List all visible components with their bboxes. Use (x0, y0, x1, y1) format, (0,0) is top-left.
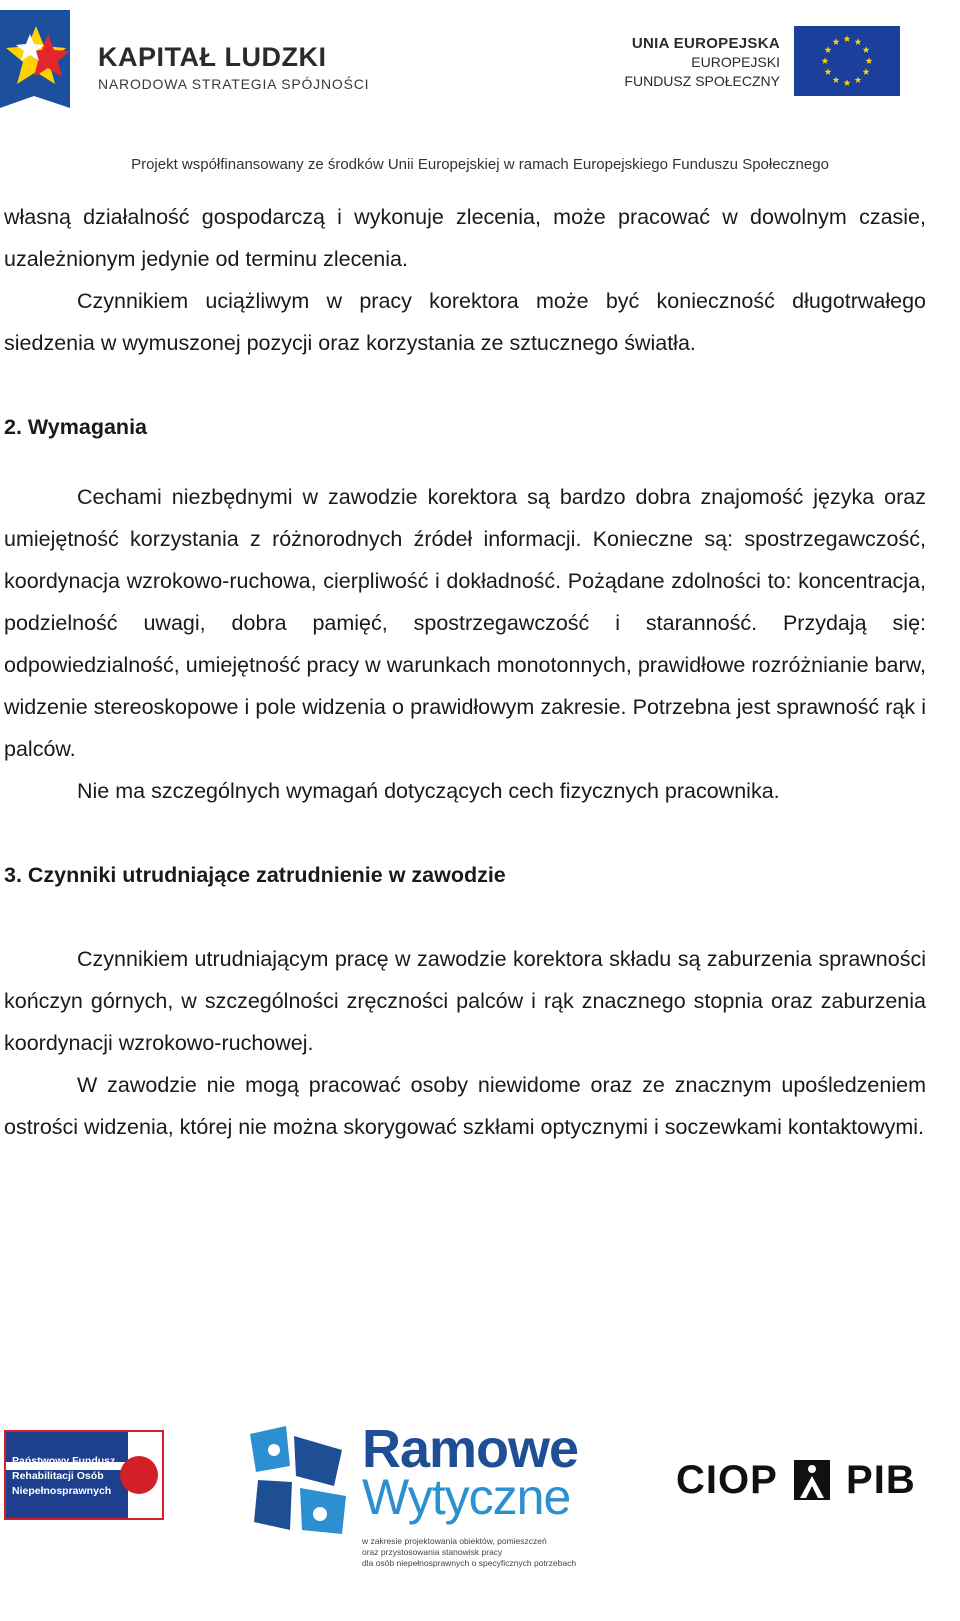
kapital-ludzki-star-logo (0, 4, 96, 114)
paragraph: Czynnikiem uciążliwym w pracy korektora może być konieczność długotrwałego siedzenia w wymuszonej pozycji oraz korzystania ze sztucznego światła. (4, 289, 926, 355)
page-header (0, 0, 960, 190)
paragraph: własną działalność gospodarczą i wykonuje zlecenia, może pracować w dowolnym czasie, uzależnionym jedynie od terminu zlecenia. (4, 205, 926, 271)
document-body (4, 196, 926, 1148)
pfron-logo (4, 1430, 164, 1520)
pfron-circle-icon (120, 1456, 158, 1494)
eu-fund-label (624, 34, 780, 91)
paragraph: Cechami niezbędnymi w zawodzie korektora są bardzo dobra znajomość języka oraz umiejętność korzystania z różnorodnych źródeł informacji. Konieczne są: spostrzegawczość, koordynacja wzrokowo-ruchowa, cierpliwość i dokładność. Pożądane zdolności to: koncentracja, podzielność uwagi, dobra pamięć, spostrzegawczość i staranność. Przydają się: odpowiedzialność, umiejętność pracy w warunkach monotonnych, prawidłowe rozróżnianie barw, widzenie stereoskopowe i pole widzenia o prawidłowym zakresie. Potrzebna jest sprawność rąk i palców. (4, 485, 926, 761)
paragraph: Nie ma szczególnych wymagań dotyczących cech fizycznych pracownika. (77, 779, 780, 803)
eu-fund-line1: EUROPEJSKI (691, 54, 780, 70)
ciop-pib-logo (676, 1456, 916, 1503)
ciop-text: CIOP (676, 1457, 778, 1502)
pfron-line: Niepełnosprawnych (12, 1485, 112, 1497)
wytyczne-title: Wytyczne (362, 1469, 571, 1525)
pfron-label (12, 1454, 115, 1499)
pfron-line: Rehabilitacji Osób (12, 1470, 104, 1482)
subtitle-line: dla osób niepełnosprawnych o specyficznych potrzebach (362, 1558, 577, 1568)
section-heading: 3. Czynniki utrudniające zatrudnienie w zawodzie (4, 863, 506, 887)
section-heading: 2. Wymagania (4, 415, 147, 439)
paragraph: Czynnikiem utrudniającym pracę w zawodzie korektora składu są zaburzenia sprawności kończyn górnych, w szczególności zręczności palców i rąk znacznego stopnia oraz zaburzenia koordynacji wzrokowo-ruchowej. (4, 947, 926, 1055)
paragraph: W zawodzie nie mogą pracować osoby niewidome oraz ze znacznym upośledzeniem ostrości widzenia, której nie można skorygować szkłami optycznymi i soczewkami kontaktowymi. (4, 1073, 926, 1139)
pfron-line: Państwowy Fundusz (12, 1455, 116, 1467)
eu-fund-line2: FUNDUSZ SPOŁECZNY (624, 73, 780, 89)
eu-flag-icon (794, 26, 900, 96)
ramowe-wytyczne-subtitle (362, 1536, 576, 1569)
person-icon (794, 1460, 830, 1500)
page-footer (0, 1420, 960, 1621)
subtitle-line: w zakresie projektowania obiektów, pomieszczeń (362, 1536, 547, 1546)
subtitle-line: oraz przystosowania stanowisk pracy (362, 1547, 503, 1557)
kapital-ludzki-subtitle: NARODOWA STRATEGIA SPÓJNOŚCI (98, 76, 370, 92)
ramowe-title: Ramowe (362, 1419, 579, 1479)
kapital-ludzki-title: KAPITAŁ LUDZKI (98, 42, 327, 72)
pib-text: PIB (846, 1457, 916, 1502)
eu-name: UNIA EUROPEJSKA (631, 35, 780, 52)
ramowe-wytyczne-icon (250, 1426, 350, 1536)
project-funding-note: Projekt współfinansowany ze środków Unii Europejskiej w ramach Europejskiego Funduszu Społecznego (131, 156, 829, 173)
